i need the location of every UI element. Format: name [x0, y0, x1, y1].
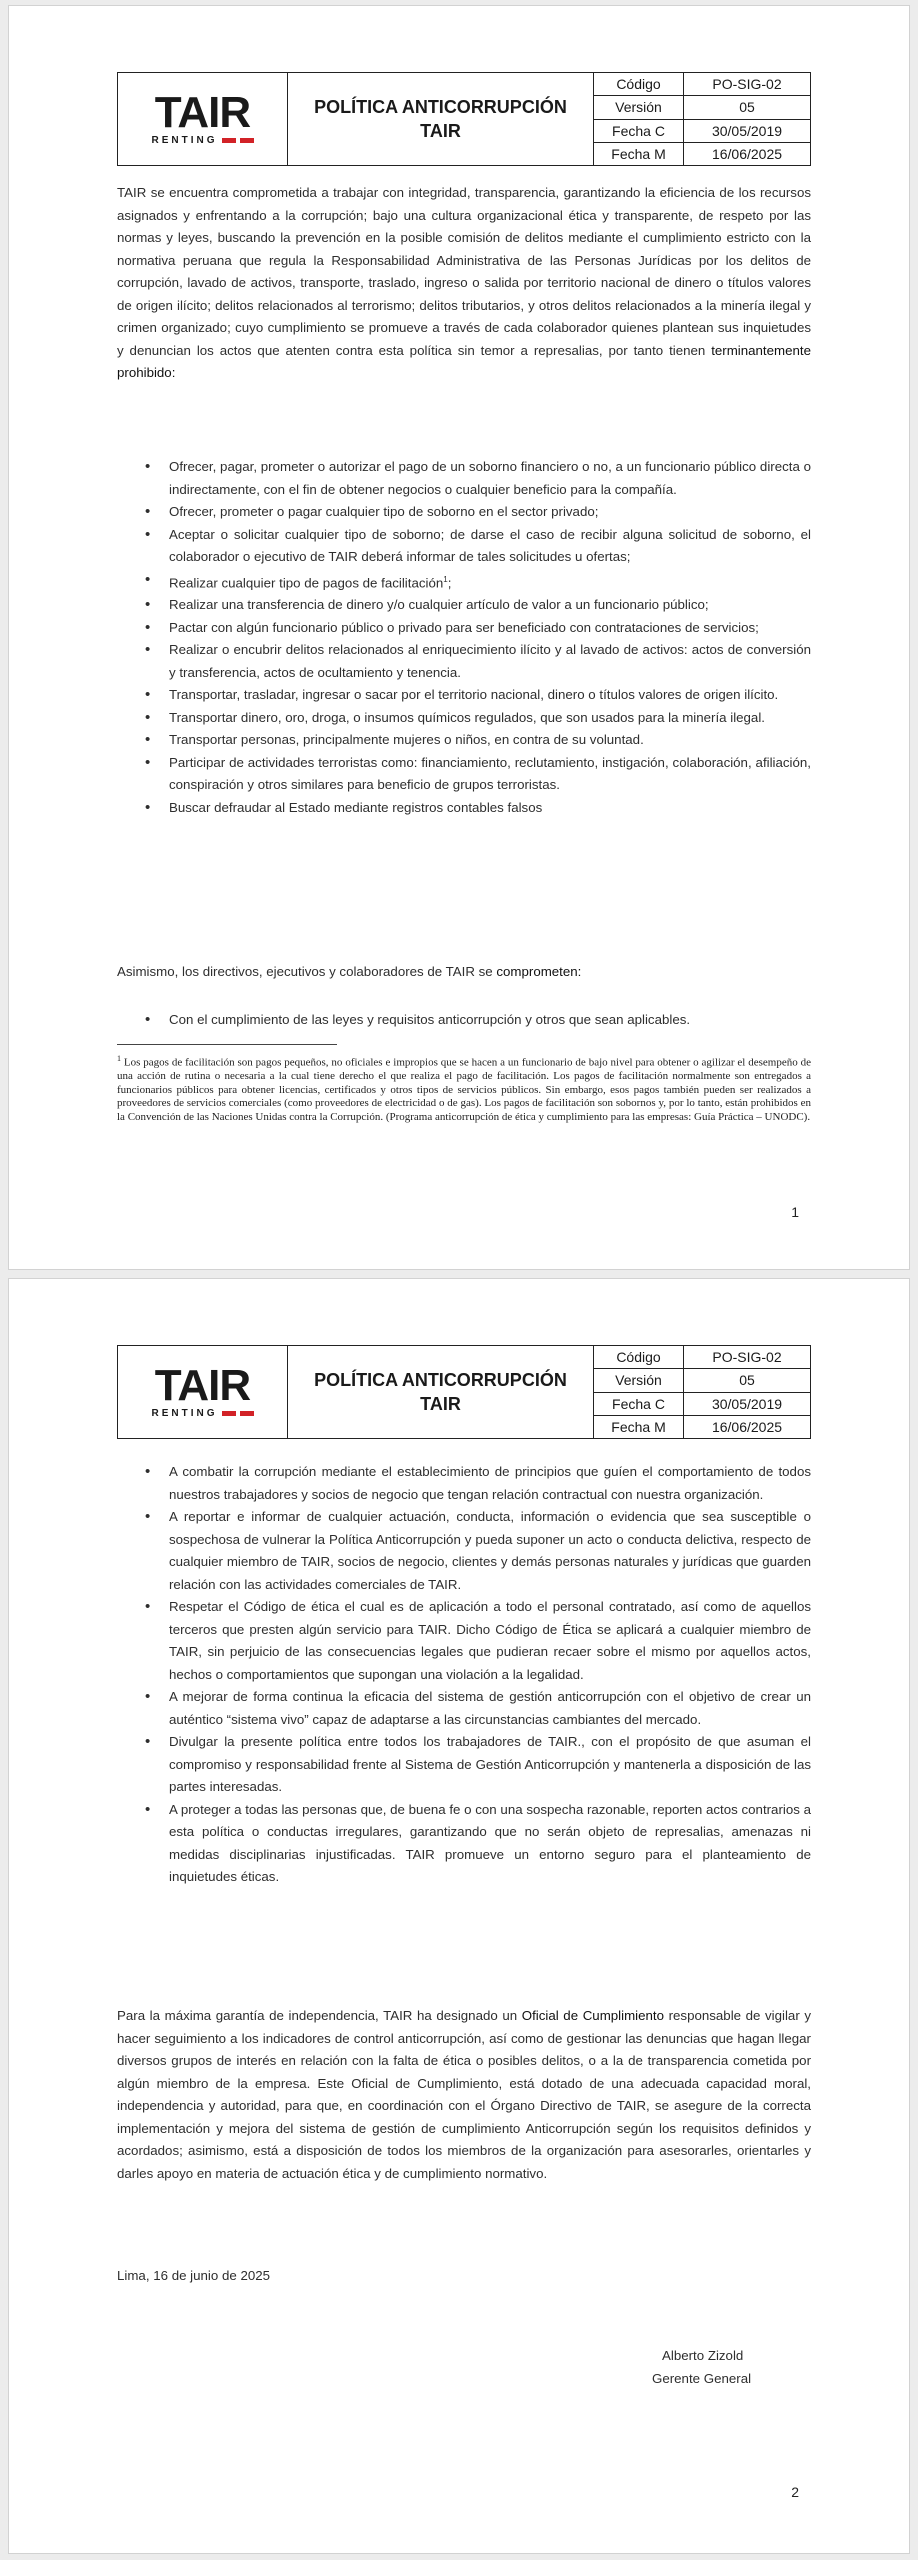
meta-key: Versión — [594, 96, 684, 118]
prohibited-list — [117, 456, 811, 819]
meta-row-created — [594, 1393, 810, 1416]
list-item: • Divulgar la presente política entre todos los trabajadores de TAIR., con el propósito de que asuman el compromiso y responsabilidad frente al Sistema de Gestión Anticorrupción y mantenerla a disposición de las partes interesadas. — [117, 1731, 811, 1799]
logo-red-mark — [222, 1411, 236, 1416]
meta-key: Fecha M — [594, 143, 684, 165]
document-title-line1: POLÍTICA ANTICORRUPCIÓN — [314, 1370, 567, 1390]
meta-value: PO-SIG-02 — [712, 1349, 782, 1366]
signer-title: Gerente General — [652, 2370, 752, 2386]
list-item: • Respetar el Código de ética el cual es de aplicación a todo el personal contratado, así como de aquellos terceros que presten algún servicio para TAIR. Dicho Código de Ética se aplicará a cualquier miembro de TAIR, sin perjuicio de las consecuencias legales que pudieran recaer sobre el mismo por aquellos actos, hechos o comportamientos que supongan una violación a la legalidad. — [117, 1596, 811, 1686]
list-item-facilitation — [117, 569, 811, 595]
document-title-line2: TAIR — [420, 1394, 461, 1414]
meta-row-modified — [594, 143, 810, 165]
commitment-intro — [117, 961, 811, 984]
list-item: • Pactar con algún funcionario público o privado para ser beneficiado con contrataciones de servicios; — [117, 617, 811, 640]
meta-key: Fecha M — [594, 1416, 684, 1438]
meta-row-version — [594, 1369, 810, 1392]
commitment-intro-text: Asimismo, los directivos, ejecutivos y colaboradores de TAIR se — [117, 964, 493, 979]
company-logo — [118, 1346, 288, 1438]
footnote — [117, 1052, 811, 1125]
intro-paragraph — [117, 182, 811, 385]
meta-row-code — [594, 1346, 810, 1369]
logo-red-mark — [240, 138, 254, 143]
list-item: • Participar de actividades terroristas como: financiamiento, reclutamiento, instigación, colaboración, afiliación, conspiración y otros similares para beneficio de grupos terroristas. — [117, 752, 811, 797]
meta-value: PO-SIG-02 — [712, 76, 782, 93]
document-page-2 — [8, 1278, 910, 2554]
list-item: • Aceptar o solicitar cualquier tipo de soborno; de darse el caso de recibir alguna solicitud de soborno, el colaborador o ejecutivo de TAIR deberá informar de tales solicitudes u ofertas; — [117, 524, 811, 569]
list-item: • A proteger a todas las personas que, de buena fe o con una sospecha razonable, reporten actos contrarios a esta política o conductas irregulares, garantizando que no serán objeto de represalias, amenazas ni medidas disciplinarias injustificadas. TAIR promueve un entorno seguro para el planteamiento de inquietudes éticas. — [117, 1799, 811, 1889]
list-item: • A mejorar de forma continua la eficacia del sistema de gestión anticorrupción con el objetivo de crear un auténtico “sistema vivo” capaz de adaptarse a las circunstancias cambiantes del mercado. — [117, 1686, 811, 1731]
footnote-divider — [117, 1044, 337, 1045]
officer-text: Para la máxima garantía de independencia, TAIR ha designado un — [117, 2008, 518, 2023]
logo-subtitle: RENTING — [151, 134, 218, 146]
signature-block — [652, 2345, 812, 2390]
commitment-list — [117, 1461, 811, 1889]
document-page-1 — [8, 5, 910, 1270]
list-item: • Transportar, trasladar, ingresar o sacar por el territorio nacional, dinero o títulos valores de origen ilícito. — [117, 684, 811, 707]
footnote-number: 1 — [117, 1054, 121, 1063]
meta-key: Fecha C — [594, 1393, 684, 1415]
list-item: • Transportar dinero, oro, droga, o insumos químicos regulados, que son usados para la minería ilegal. — [117, 707, 811, 730]
meta-key: Fecha C — [594, 120, 684, 142]
list-item: • Buscar defraudar al Estado mediante registros contables falsos — [117, 797, 811, 820]
footnote-text: Los pagos de facilitación son pagos pequeños, no oficiales e impropios que se hacen a un funcionario de bajo nivel para obtener o agilizar el desempeño de una acción de rutina o necesaria a la cual tiene derecho el que realiza el pago de facilitación. Los pagos de facilitación normalmente son entregados a funcionarios públicos para obtener licencias, certificados y otros tipos de servicios públicos. Sin embargo, esos pagos también pueden ser realizados a proveedores de servicios comerciales (como proveedores de electricidad o de gas). Los pagos de facilitación son sobornos y, por lo tanto, están prohibidos en la Convención de las Naciones Unidas contra la Corrupción. (Programa anticorrupción de ética y cumplimiento para las empresas: Guía Práctica – UNODC). — [117, 1056, 811, 1124]
list-item-punctuation: ; — [447, 574, 452, 590]
meta-row-modified — [594, 1416, 810, 1438]
commitment-list-start — [117, 1009, 811, 1032]
meta-value: 05 — [739, 1372, 755, 1389]
meta-key: Versión — [594, 1369, 684, 1391]
list-item: • Con el cumplimiento de las leyes y requisitos anticorrupción y otros que sean aplicables. — [117, 1009, 811, 1032]
list-item: • Realizar o encubrir delitos relacionados al enriquecimiento ilícito y al lavado de activos: actos de conversión y transferencia, actos de ocultamiento y tenencia. — [117, 639, 811, 684]
officer-emphasis: Oficial de Cumplimiento — [521, 2008, 664, 2023]
logo-red-mark — [240, 1411, 254, 1416]
list-item: • Transportar personas, principalmente mujeres o niños, en contra de su voluntad. — [117, 729, 811, 752]
logo-wordmark — [154, 87, 251, 137]
list-item: • Ofrecer, prometer o pagar cualquier tipo de soborno en el sector privado; — [117, 501, 811, 524]
list-item: • A combatir la corrupción mediante el establecimiento de principios que guíen el comportamiento de todos nuestros trabajadores y socios de negocio que tengan relación contractual con nuestra organización. — [117, 1461, 811, 1506]
page-number: 1 — [791, 1204, 799, 1220]
compliance-officer-paragraph — [117, 2005, 811, 2185]
meta-value: 16/06/2025 — [711, 1418, 783, 1435]
page-number: 2 — [791, 2484, 799, 2500]
document-title-line1: POLÍTICA ANTICORRUPCIÓN — [314, 97, 567, 117]
meta-value: 05 — [739, 99, 755, 116]
document-title-line2: TAIR — [420, 121, 461, 141]
intro-emphasis: terminantemente prohibido: — [117, 342, 811, 380]
intro-text: TAIR se encuentra comprometida a trabajar con integridad, transparencia, garantizando la eficiencia de los recursos asignados y enfrentando a la corrupción; bajo una cultura organizacional ética y transparente, de respeto por las normas y leyes, buscando la prevención en la posible comisión de delitos mediante el cumplimiento estricto con la normativa peruana que regula la Responsabilidad Administrativa de las Personas Jurídicas por los delitos de corrupción, lavado de activos, transporte, traslado, ingreso o salida por territorio nacional de dinero o títulos valores de origen ilícito; delitos relacionados al terrorismo; delitos tributarios, y otros delitos relacionados a la minería ilegal y crimen organizado; cuyo cumplimiento se promueve a través de cada colaborador quienes plantean sus inquietudes y denuncian los actos que atenten contra esta política sin temor a represalias, por tanto tienen — [117, 185, 811, 358]
officer-text: responsable de vigilar y hacer seguimiento a los indicadores de control anticorrupción, así como de gestionar las denuncias que hagan llegar diversos grupos de interés en relación con la falta de ética o posibles delitos, o a la de transparencia cometida por algún miembro de la empresa. Este Oficial de Cumplimiento, está dotado de una adecuada capacidad moral, independencia y autoridad, para que, en coordinación con el Órgano Directivo de TAIR, se asegure de la correcta implementación y mejora del sistema de gestión de cumplimiento Anticorrupción según los requisitos definidos y acordados; asimismo, está a disposición de todos los miembros de la organización para asesorarles, orientarles y darles apoyo en materia de actuación ética y de cumplimiento normativo. — [117, 2008, 811, 2181]
logo-wordmark-text: TAIR — [154, 1360, 251, 1410]
meta-value: 30/05/2019 — [711, 122, 783, 139]
document-meta-table — [594, 1346, 810, 1438]
meta-row-code — [594, 73, 810, 96]
meta-row-version — [594, 96, 810, 119]
logo-wordmark-text: TAIR — [154, 87, 251, 137]
meta-key: Código — [594, 73, 684, 95]
meta-value: 16/06/2025 — [711, 145, 783, 162]
place-date: Lima, 16 de junio de 2025 — [117, 2268, 271, 2283]
list-item: • Realizar una transferencia de dinero y/o cualquier artículo de valor a un funcionario público; — [117, 594, 811, 617]
company-logo — [118, 73, 288, 165]
list-item: • Ofrecer, pagar, prometer o autorizar el pago de un soborno financiero o no, a un funcionario público directa o indirectamente, con el fin de obtener negocios o cualquier beneficio para la compañía. — [117, 456, 811, 501]
meta-value: 30/05/2019 — [711, 1395, 783, 1412]
logo-red-mark — [222, 138, 236, 143]
commitment-emphasis: comprometen: — [496, 964, 582, 979]
document-title — [288, 1346, 594, 1438]
document-title — [288, 73, 594, 165]
signer-name: Alberto Zizold — [662, 2348, 744, 2363]
list-item: • A reportar e informar de cualquier actuación, conducta, información o evidencia que sea susceptible o sospechosa de vulnerar la Política Anticorrupción y pueda suponer un acto o conducta delictiva, respecto de cualquier miembro de TAIR, socios de negocio, clientes y demás personas naturales y jurídicas que guarden relación con las actividades comerciales de TAIR. — [117, 1506, 811, 1596]
meta-key: Código — [594, 1346, 684, 1368]
logo-subtitle: RENTING — [151, 1407, 218, 1419]
logo-wordmark — [154, 1360, 251, 1410]
document-header — [117, 72, 811, 166]
footnote-reference[interactable]: 1 — [443, 574, 448, 584]
document-header — [117, 1345, 811, 1439]
document-meta-table — [594, 73, 810, 165]
meta-row-created — [594, 120, 810, 143]
list-item-text: Realizar cualquier tipo de pagos de facilitación — [169, 574, 444, 590]
